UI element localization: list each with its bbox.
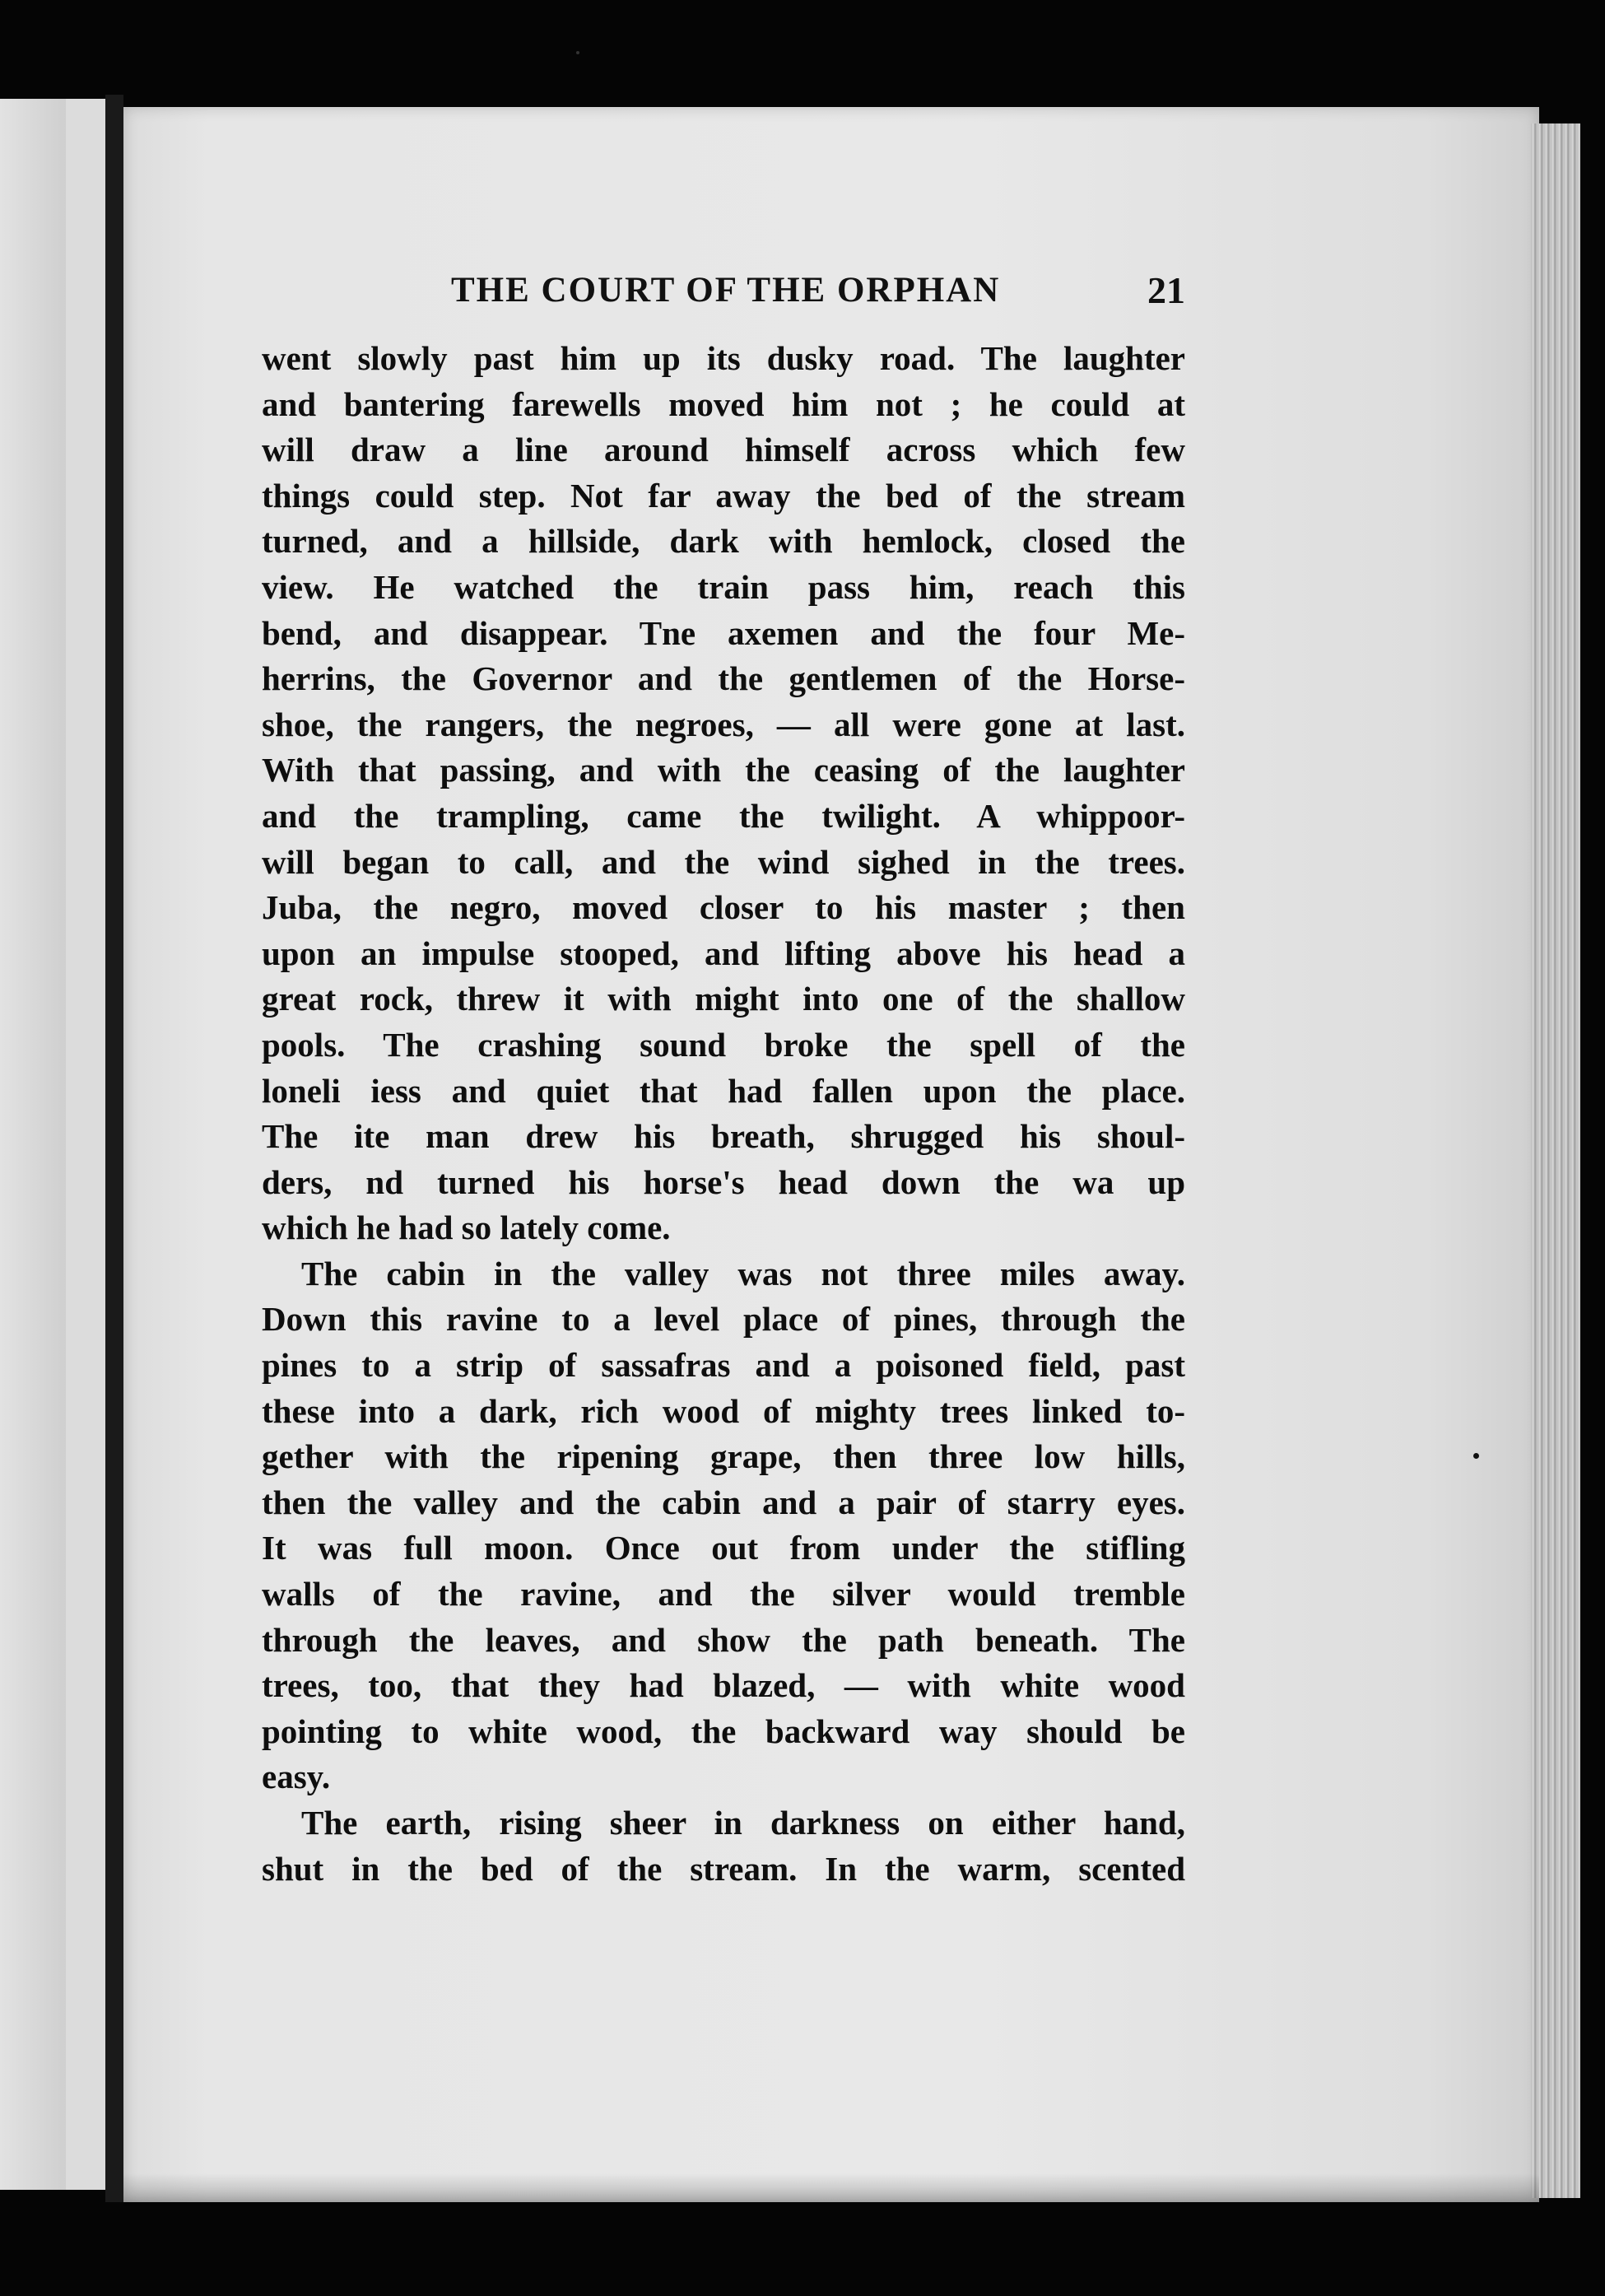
text-line: pointing to white wood, the backward way should be: [262, 1712, 1185, 1750]
page-bottom-shadow: [123, 2173, 1539, 2206]
left-facing-page-edge: [0, 99, 109, 2190]
text-line: The earth, rising sheer in darkness on either hand,: [301, 1804, 1185, 1842]
text-line: The cabin in the valley was not three miles away.: [301, 1254, 1185, 1292]
text-line: which he had so lately come.: [262, 1209, 671, 1247]
page-fore-edge: [1531, 123, 1580, 2198]
text-line: With that passing, and with the ceasing of the laughter: [262, 751, 1185, 789]
text-line: shut in the bed of the stream. In the warm, scented: [262, 1849, 1185, 1888]
text-line: went slowly past him up its dusky road. The laughter: [262, 339, 1185, 377]
text-line: upon an impulse stooped, and lifting above his head a: [262, 934, 1185, 972]
page-number: 21: [1147, 269, 1185, 311]
text-line: herrins, the Governor and the gentlemen of the Horse-: [262, 659, 1185, 698]
text-line: gether with the ripening grape, then three low hills,: [262, 1437, 1185, 1476]
text-line: trees, too, that they had blazed, — with white wood: [262, 1666, 1185, 1705]
running-header: [263, 265, 1185, 323]
running-title: THE COURT OF THE ORPHAN: [451, 271, 1001, 310]
dust-speck: [1473, 1453, 1479, 1459]
dust-speck: [576, 51, 579, 54]
text-line: and bantering farewells moved him not ; he could at: [262, 384, 1185, 423]
text-line: these into a dark, rich wood of mighty trees linked to-: [262, 1391, 1185, 1430]
text-line: Down this ravine to a level place of pines, through the: [262, 1300, 1185, 1339]
text-line: ders, nd turned his horse's head down the wa up: [262, 1162, 1185, 1201]
text-line: great rock, threw it with might into one of the shallow: [262, 980, 1185, 1018]
paragraph: [262, 1251, 1185, 1800]
text-line: will draw a line around himself across which few: [262, 431, 1185, 469]
body-text: [262, 336, 1185, 1892]
text-line: The ite man drew his breath, shrugged his shoul-: [262, 1117, 1185, 1156]
text-line: Juba, the negro, moved closer to his master ; then: [262, 888, 1185, 927]
text-line: It was full moon. Once out from under the stifling: [262, 1529, 1185, 1567]
paragraph: [262, 336, 1185, 1251]
text-line: things could step. Not far away the bed of the stream: [262, 476, 1185, 515]
text-line: and the trampling, came the twilight. A whippoor-: [262, 796, 1185, 835]
text-line: bend, and disappear. Tne axemen and the four Me-: [262, 613, 1185, 652]
text-line: then the valley and the cabin and a pair of starry eyes.: [262, 1483, 1185, 1521]
text-line: turned, and a hillside, dark with hemlock, closed the: [262, 522, 1185, 561]
book-gutter: [105, 95, 123, 2202]
text-line: pines to a strip of sassafras and a poisoned field, past: [262, 1346, 1185, 1385]
text-line: through the leaves, and show the path beneath. The: [262, 1620, 1185, 1659]
text-line: will began to call, and the wind sighed in the trees.: [262, 842, 1185, 881]
text-line: easy.: [262, 1758, 331, 1796]
text-line: view. He watched the train pass him, reach this: [262, 567, 1185, 606]
text-line: walls of the ravine, and the silver would tremble: [262, 1575, 1185, 1614]
text-line: shoe, the rangers, the negroes, — all were gone at last.: [262, 705, 1185, 743]
paragraph: [262, 1800, 1185, 1892]
left-page-shading: [0, 99, 66, 2190]
text-line: pools. The crashing sound broke the spell of the: [262, 1025, 1185, 1064]
text-line: loneli iess and quiet that had fallen upon the place.: [262, 1071, 1185, 1110]
